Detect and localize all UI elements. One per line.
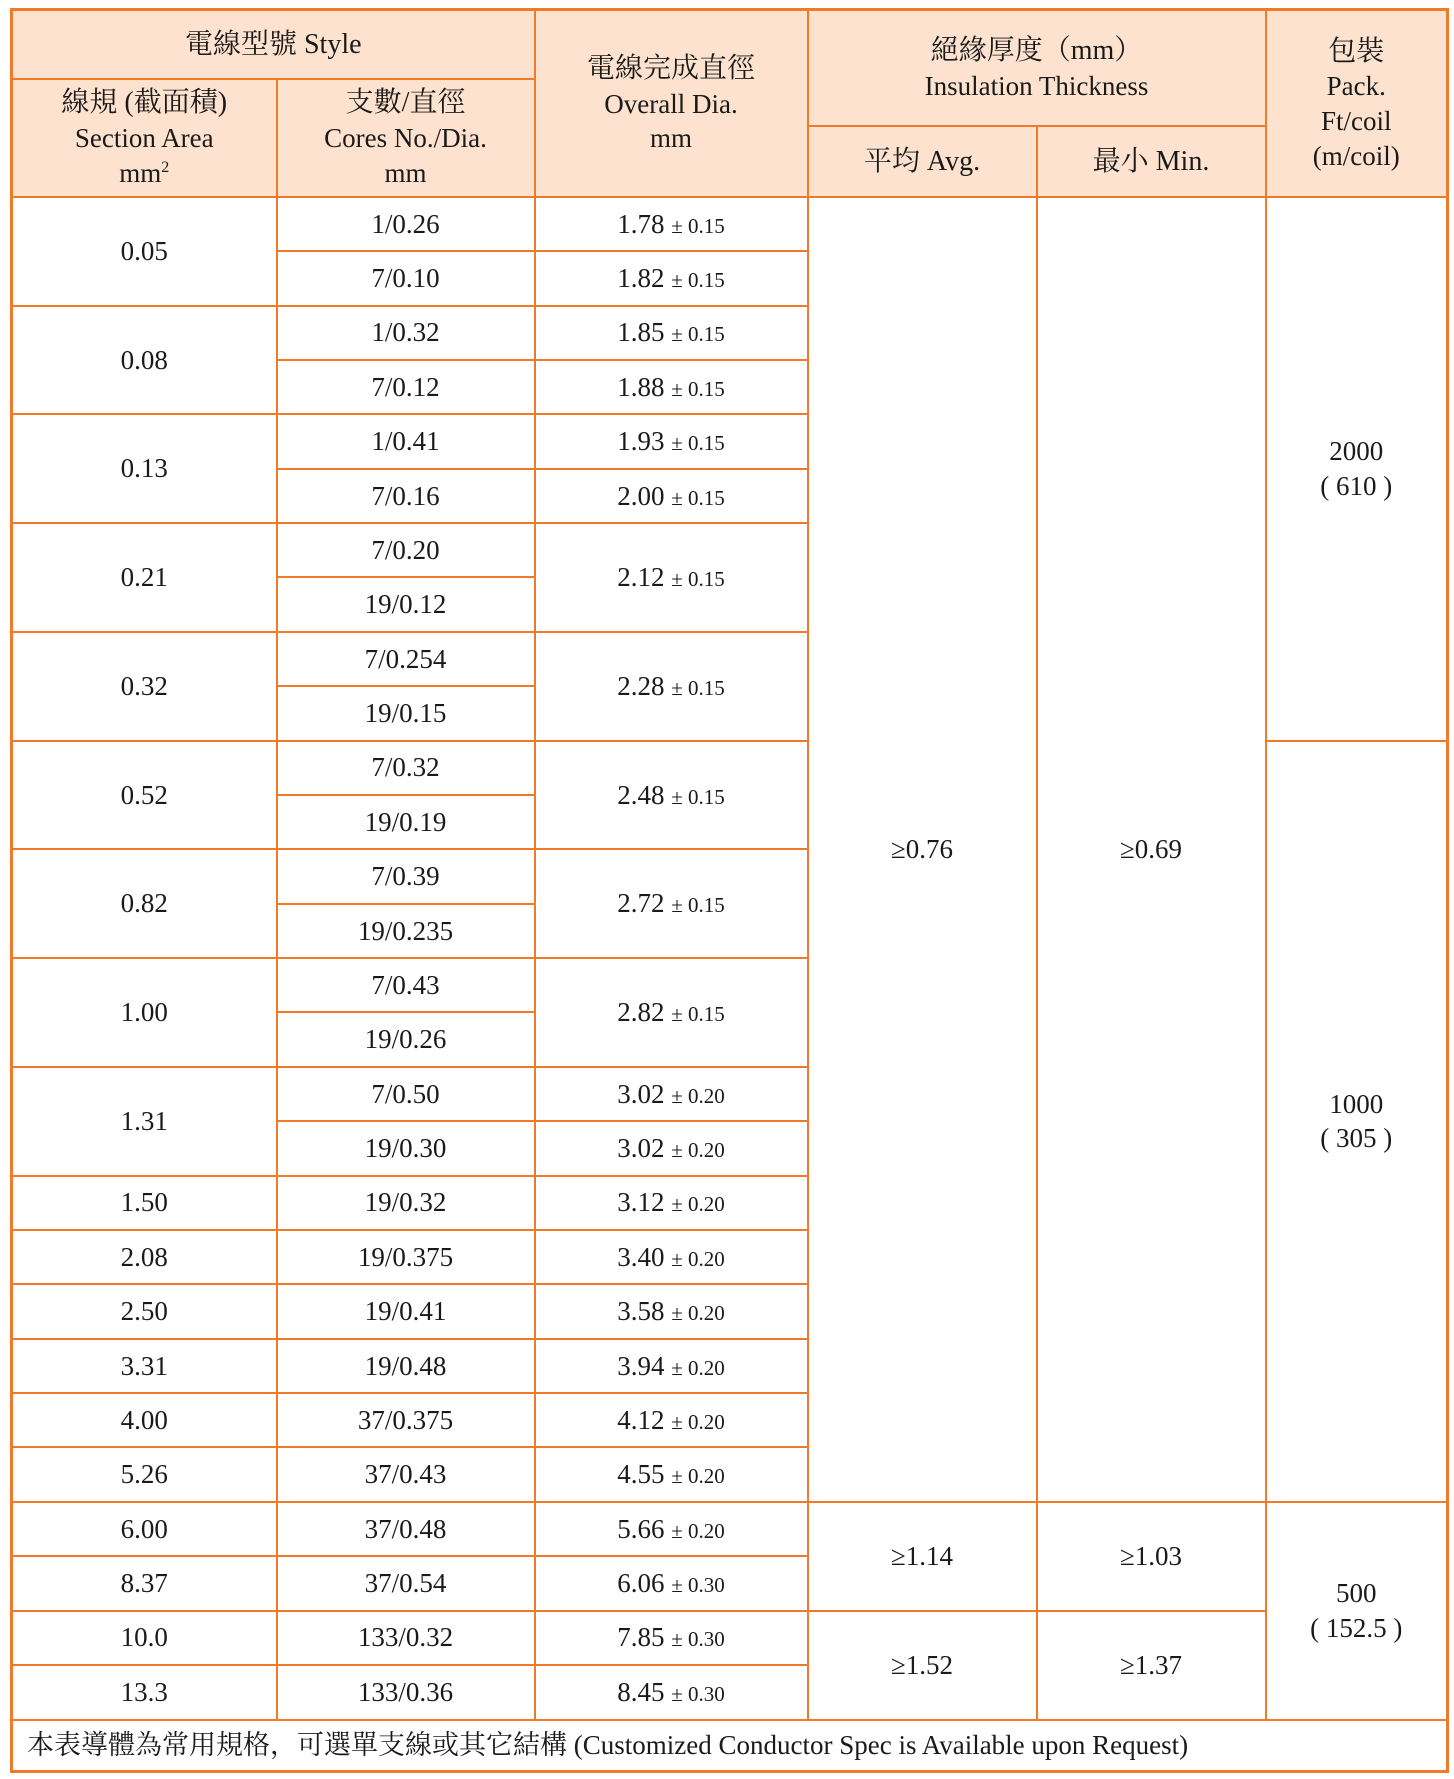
- overall-dia-value: 2.82: [617, 997, 665, 1028]
- section-area-cell: 0.32: [12, 632, 277, 741]
- overall-dia-value: 4.12: [617, 1404, 665, 1435]
- overall-dia-cell: [535, 849, 808, 958]
- tolerance-value: ± 0.20: [671, 1409, 725, 1434]
- tolerance-value: ± 0.15: [671, 567, 725, 592]
- cores-cell: 7/0.39: [277, 849, 535, 903]
- overall-dia-cell: [535, 414, 808, 468]
- cores-cell: 37/0.48: [277, 1502, 535, 1556]
- section-area-cell: 0.21: [12, 523, 277, 632]
- section-area-cell: 1.50: [12, 1176, 277, 1230]
- cores-cell: 19/0.19: [277, 795, 535, 849]
- overall-dia-value: 3.58: [617, 1296, 665, 1327]
- cores-cell: 37/0.54: [277, 1556, 535, 1610]
- tolerance-value: ± 0.15: [671, 213, 725, 238]
- section-area-cell: 5.26: [12, 1447, 277, 1501]
- wire-spec-sheet: [10, 8, 1446, 1773]
- overall-dia-cell: [535, 1284, 808, 1338]
- overall-dia-cell: [535, 197, 808, 251]
- overall-dia-cell: [535, 1502, 808, 1556]
- pack-ft-value: 500: [1336, 1578, 1377, 1609]
- cores-cell: 7/0.20: [277, 523, 535, 577]
- overall-dia-value: 5.66: [617, 1513, 665, 1544]
- overall-dia-cell: [535, 1176, 808, 1230]
- cores-cell: 7/0.16: [277, 469, 535, 523]
- tolerance-value: ± 0.20: [671, 1301, 725, 1326]
- cores-cell: 37/0.375: [277, 1393, 535, 1447]
- section-area-cell: 0.82: [12, 849, 277, 958]
- cores-cell: 19/0.375: [277, 1230, 535, 1284]
- pack-m-value: ( 305 ): [1320, 1123, 1393, 1154]
- section-area-cell: 6.00: [12, 1502, 277, 1556]
- tolerance-value: ± 0.30: [671, 1681, 725, 1706]
- tolerance-value: ± 0.15: [671, 1002, 725, 1027]
- overall-dia-cell: [535, 1665, 808, 1720]
- overall-dia-cell: [535, 523, 808, 632]
- section-area-cell: 8.37: [12, 1556, 277, 1610]
- overall-dia-value: 3.02: [617, 1078, 665, 1109]
- tolerance-value: ± 0.20: [671, 1464, 725, 1489]
- section-area-cell: 2.08: [12, 1230, 277, 1284]
- overall-dia-cell: [535, 306, 808, 360]
- tolerance-value: ± 0.20: [671, 1246, 725, 1271]
- overall-dia-cell: [535, 251, 808, 305]
- avg-header: 平均 Avg.: [808, 126, 1037, 196]
- insulation-min-cell: ≥0.69: [1037, 197, 1266, 1502]
- table-row: [12, 197, 1448, 251]
- insulation-min-cell: ≥1.37: [1037, 1611, 1266, 1720]
- tolerance-value: ± 0.15: [671, 784, 725, 809]
- section-area-cell: 10.0: [12, 1611, 277, 1665]
- section-area-cell: 0.13: [12, 414, 277, 523]
- cores-cell: 19/0.12: [277, 577, 535, 631]
- overall-dia-value: 3.40: [617, 1241, 665, 1272]
- overall-dia-value: 2.12: [617, 562, 665, 593]
- overall-dia-cell: [535, 469, 808, 523]
- cores-header: 支數/直徑 Cores No./Dia. mm: [277, 79, 535, 197]
- tolerance-value: ± 0.30: [671, 1573, 725, 1598]
- overall-dia-cell: [535, 958, 808, 1067]
- style-header: 電線型號 Style: [12, 10, 535, 79]
- overall-dia-value: 2.00: [617, 480, 665, 511]
- footnote: 本表導體為常用規格，可選單支線或其它結構 (Customized Conductor Spec is Available upon Request): [12, 1720, 1448, 1772]
- pack-cell: [1266, 197, 1448, 741]
- overall-dia-cell: [535, 1121, 808, 1175]
- cores-cell: 19/0.15: [277, 686, 535, 740]
- wire-spec-table: [10, 8, 1449, 1773]
- insulation-thickness-header: 絕緣厚度（mm） Insulation Thickness: [808, 10, 1266, 127]
- overall-dia-value: 1.85: [617, 317, 665, 348]
- overall-dia-cell: [535, 360, 808, 414]
- cores-cell: 7/0.32: [277, 741, 535, 795]
- section-area-cell: 13.3: [12, 1665, 277, 1720]
- overall-dia-cell: [535, 741, 808, 850]
- section-area-cell: 1.00: [12, 958, 277, 1067]
- overall-dia-cell: [535, 1447, 808, 1501]
- insulation-min-cell: ≥1.03: [1037, 1502, 1266, 1611]
- tolerance-value: ± 0.20: [671, 1355, 725, 1380]
- section-area-cell: 4.00: [12, 1393, 277, 1447]
- pack-cell: [1266, 1502, 1448, 1720]
- section-area-cell: 3.31: [12, 1339, 277, 1393]
- cores-cell: 7/0.50: [277, 1067, 535, 1121]
- overall-dia-cell: [535, 632, 808, 741]
- overall-dia-value: 1.82: [617, 263, 665, 294]
- cores-cell: 1/0.26: [277, 197, 535, 251]
- section-area-cell: 0.08: [12, 306, 277, 415]
- cores-cell: 133/0.32: [277, 1611, 535, 1665]
- cores-cell: 37/0.43: [277, 1447, 535, 1501]
- insulation-avg-cell: ≥0.76: [808, 197, 1037, 1502]
- overall-dia-cell: [535, 1230, 808, 1284]
- tolerance-value: ± 0.30: [671, 1627, 725, 1652]
- overall-dia-cell: [535, 1339, 808, 1393]
- section-area-header: 線規 (截面積) Section Area $mm^2$: [12, 79, 277, 197]
- table-row: [12, 1611, 1448, 1665]
- tolerance-value: ± 0.15: [671, 268, 725, 293]
- cores-cell: 7/0.254: [277, 632, 535, 686]
- overall-dia-cell: [535, 1556, 808, 1610]
- overall-dia-value: 3.94: [617, 1350, 665, 1381]
- tolerance-value: ± 0.15: [671, 322, 725, 347]
- overall-dia-header: 電線完成直徑 Overall Dia. mm: [535, 10, 808, 197]
- cores-cell: 1/0.32: [277, 306, 535, 360]
- overall-dia-value: 3.02: [617, 1133, 665, 1164]
- tolerance-value: ± 0.20: [671, 1192, 725, 1217]
- pack-ft-value: 2000: [1329, 436, 1384, 467]
- min-header: 最小 Min.: [1037, 126, 1266, 196]
- tolerance-value: ± 0.15: [671, 431, 725, 456]
- tolerance-value: ± 0.20: [671, 1138, 725, 1163]
- overall-dia-value: 2.72: [617, 888, 665, 919]
- cores-cell: 19/0.48: [277, 1339, 535, 1393]
- insulation-avg-cell: ≥1.14: [808, 1502, 1037, 1611]
- overall-dia-cell: [535, 1611, 808, 1665]
- cores-cell: 19/0.32: [277, 1176, 535, 1230]
- tolerance-value: ± 0.15: [671, 893, 725, 918]
- tolerance-value: ± 0.20: [671, 1518, 725, 1543]
- cores-cell: 1/0.41: [277, 414, 535, 468]
- overall-dia-value: 1.88: [617, 371, 665, 402]
- tolerance-value: ± 0.15: [671, 675, 725, 700]
- table-row: [12, 1502, 1448, 1556]
- cores-cell: 19/0.26: [277, 1012, 535, 1066]
- pack-m-value: ( 610 ): [1320, 470, 1393, 501]
- section-area-cell: 0.05: [12, 197, 277, 306]
- overall-dia-value: 3.12: [617, 1187, 665, 1218]
- section-area-cell: 1.31: [12, 1067, 277, 1176]
- cores-cell: 19/0.41: [277, 1284, 535, 1338]
- pack-m-value: ( 152.5 ): [1310, 1612, 1403, 1643]
- overall-dia-value: 6.06: [617, 1568, 665, 1599]
- overall-dia-cell: [535, 1393, 808, 1447]
- section-area-cell: 2.50: [12, 1284, 277, 1338]
- overall-dia-value: 7.85: [617, 1622, 665, 1653]
- cores-cell: 19/0.30: [277, 1121, 535, 1175]
- tolerance-value: ± 0.15: [671, 376, 725, 401]
- tolerance-value: ± 0.15: [671, 485, 725, 510]
- overall-dia-value: 4.55: [617, 1459, 665, 1490]
- cores-cell: 133/0.36: [277, 1665, 535, 1720]
- overall-dia-value: 8.45: [617, 1676, 665, 1707]
- cores-cell: 19/0.235: [277, 904, 535, 958]
- cores-cell: 7/0.10: [277, 251, 535, 305]
- overall-dia-value: 2.48: [617, 779, 665, 810]
- overall-dia-cell: [535, 1067, 808, 1121]
- section-area-cell: 0.52: [12, 741, 277, 850]
- overall-dia-value: 1.93: [617, 426, 665, 457]
- cores-cell: 7/0.12: [277, 360, 535, 414]
- pack-ft-value: 1000: [1329, 1088, 1384, 1119]
- pack-cell: [1266, 741, 1448, 1502]
- overall-dia-value: 2.28: [617, 670, 665, 701]
- pack-header: 包裝 Pack. Ft/coil (m/coil): [1266, 10, 1448, 197]
- tolerance-value: ± 0.20: [671, 1083, 725, 1108]
- cores-cell: 7/0.43: [277, 958, 535, 1012]
- insulation-avg-cell: ≥1.52: [808, 1611, 1037, 1720]
- overall-dia-value: 1.78: [617, 208, 665, 239]
